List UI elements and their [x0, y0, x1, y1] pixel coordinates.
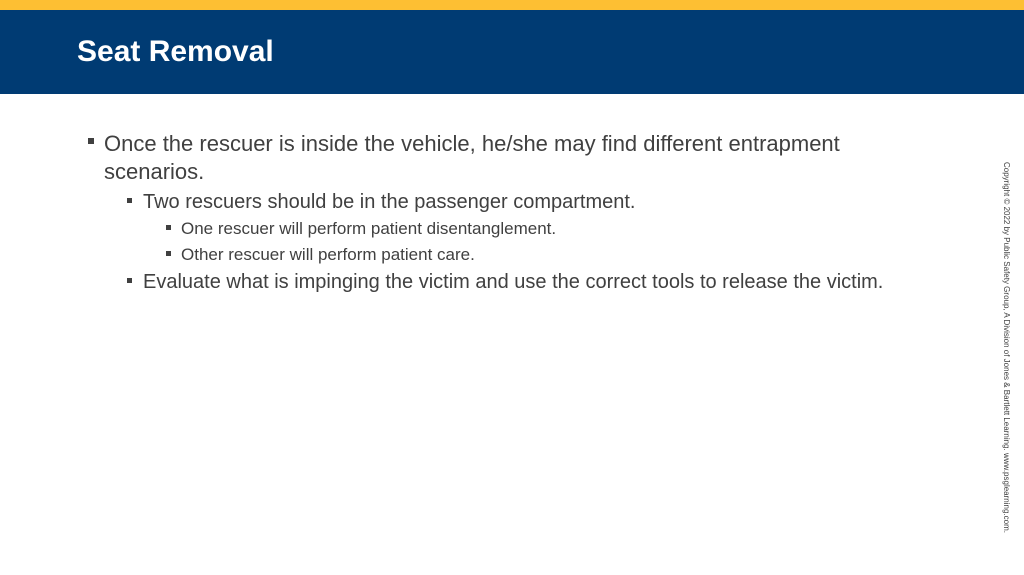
bullet-text: Other rescuer will perform patient care. — [181, 245, 475, 264]
square-bullet-icon — [127, 198, 132, 203]
bullet-text: Evaluate what is impinging the victim and use the correct tools to release the victim. — [143, 271, 884, 293]
bullet-list — [86, 130, 906, 297]
bullet-level-1 — [86, 130, 906, 186]
bullet-level-2 — [125, 269, 906, 295]
square-bullet-icon — [88, 138, 94, 144]
slide-title: Seat Removal — [77, 35, 274, 68]
bullet-text: One rescuer will perform patient disentanglement. — [181, 219, 557, 238]
bullet-text: Once the rescuer is inside the vehicle, he/she may find different entrapment scenarios. — [104, 131, 840, 184]
top-accent-stripe — [0, 0, 1024, 10]
bullet-level-2 — [125, 189, 906, 215]
bullet-text: Two rescuers should be in the passenger compartment. — [143, 191, 636, 213]
copyright-notice: Copyright © 2022 by Public Safety Group, A Division of Jones & Bartlett Learning. www.psglearning.com. — [1002, 162, 1011, 533]
square-bullet-icon — [166, 251, 171, 256]
square-bullet-icon — [127, 278, 132, 283]
square-bullet-icon — [166, 225, 171, 230]
bullet-level-3 — [163, 217, 906, 241]
sub-bullet-group — [86, 189, 906, 295]
bullet-level-3 — [163, 243, 906, 267]
